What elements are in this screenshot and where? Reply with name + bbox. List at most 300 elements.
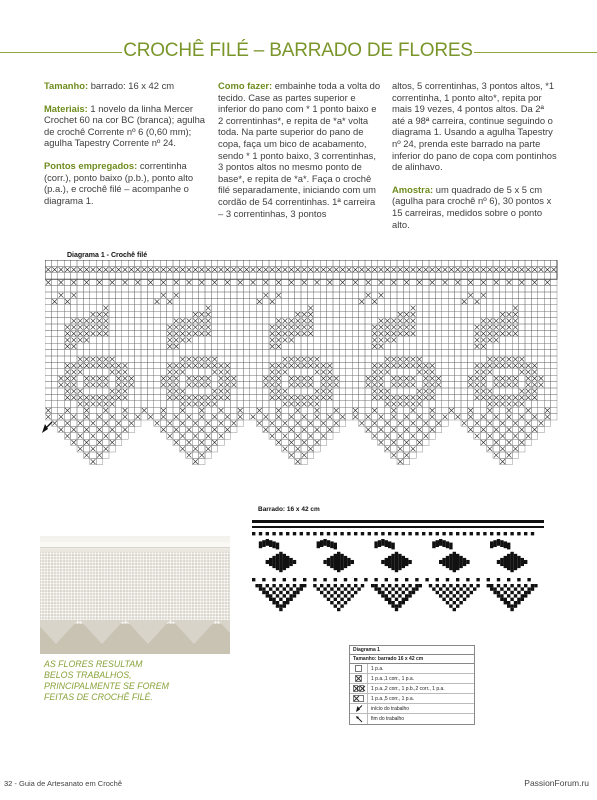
grid-cross bbox=[308, 446, 313, 451]
strip-scallop bbox=[340, 598, 343, 601]
grid-cross bbox=[513, 357, 518, 362]
grid-cell bbox=[544, 420, 550, 426]
grid-cell bbox=[519, 382, 525, 388]
grid-cross bbox=[372, 325, 377, 330]
grid-cross bbox=[308, 318, 313, 323]
strip-scallop bbox=[398, 594, 401, 597]
grid-cross bbox=[372, 267, 377, 272]
grid-cross bbox=[71, 325, 76, 330]
grid-cell bbox=[314, 273, 320, 279]
grid-cell bbox=[467, 420, 473, 426]
grid-cross bbox=[385, 267, 390, 272]
grid-cell bbox=[231, 305, 237, 311]
grid-cross bbox=[507, 363, 512, 368]
grid-cross bbox=[398, 267, 403, 272]
grid-cell bbox=[423, 311, 429, 317]
strip-flower bbox=[459, 556, 462, 568]
strip-scallop bbox=[317, 587, 320, 590]
grid-cell bbox=[551, 414, 557, 420]
grid-cell bbox=[339, 292, 345, 298]
grid-cross bbox=[270, 363, 275, 368]
grid-cell bbox=[493, 407, 499, 413]
grid-cell bbox=[115, 439, 121, 445]
grid-cell bbox=[64, 350, 70, 356]
strip-scallop bbox=[279, 598, 282, 601]
grid-cross bbox=[84, 331, 89, 336]
grid-cell bbox=[480, 286, 486, 292]
grid-cell bbox=[487, 305, 493, 311]
grid-cell bbox=[544, 369, 550, 375]
grid-cross bbox=[295, 446, 300, 451]
strip-leaf bbox=[374, 541, 377, 548]
strip-scallop bbox=[507, 594, 510, 597]
grid-cell bbox=[224, 401, 230, 407]
strip-cell bbox=[385, 578, 388, 581]
legend-row bbox=[350, 674, 474, 684]
strip-cell bbox=[323, 578, 326, 581]
grid-cross bbox=[481, 440, 486, 445]
grid-cross bbox=[327, 427, 332, 432]
grid-cell bbox=[147, 286, 153, 292]
grid-cell bbox=[237, 394, 243, 400]
grid-cross bbox=[212, 357, 217, 362]
grid-cross bbox=[539, 376, 544, 381]
grid-cross bbox=[475, 344, 480, 349]
grid-cell bbox=[480, 433, 486, 439]
grid-cross bbox=[519, 267, 524, 272]
grid-cell bbox=[487, 260, 493, 266]
grid-cell bbox=[333, 343, 339, 349]
grid-cell bbox=[467, 350, 473, 356]
grid-cross bbox=[315, 440, 320, 445]
grid-cell bbox=[128, 318, 134, 324]
grid-cell bbox=[45, 311, 51, 317]
grid-cross bbox=[206, 382, 211, 387]
strip-scallop bbox=[340, 584, 343, 587]
grid-cross bbox=[417, 280, 422, 285]
grid-cell bbox=[167, 426, 173, 432]
grid-cross bbox=[129, 376, 134, 381]
grid-cross bbox=[283, 363, 288, 368]
grid-cross bbox=[78, 338, 83, 343]
grid-cross bbox=[199, 395, 204, 400]
grid-cell bbox=[256, 305, 262, 311]
grid-cross bbox=[398, 318, 403, 323]
grid-cell bbox=[147, 394, 153, 400]
grid-cell bbox=[365, 420, 371, 426]
grid-cell bbox=[480, 273, 486, 279]
grid-cell bbox=[250, 324, 256, 330]
grid-cell bbox=[243, 407, 249, 413]
grid-cross bbox=[481, 338, 486, 343]
grid-cell bbox=[135, 356, 141, 362]
grid-cross bbox=[551, 267, 556, 272]
grid-cell bbox=[314, 382, 320, 388]
grid-cross bbox=[244, 267, 249, 272]
grid-cell bbox=[282, 286, 288, 292]
grid-cross bbox=[475, 299, 480, 304]
grid-cross bbox=[219, 376, 224, 381]
grid-cell bbox=[115, 286, 121, 292]
grid-cross bbox=[398, 446, 403, 451]
grid-cross bbox=[494, 376, 499, 381]
grid-cross bbox=[391, 382, 396, 387]
grid-cross bbox=[161, 382, 166, 387]
grid-cell bbox=[83, 350, 89, 356]
grid-cross bbox=[180, 325, 185, 330]
strip-cell bbox=[453, 578, 456, 581]
grid-cross bbox=[308, 434, 313, 439]
grid-cross bbox=[423, 376, 428, 381]
grid-cross bbox=[366, 280, 371, 285]
grid-cell bbox=[45, 298, 51, 304]
strip-scallop bbox=[269, 587, 272, 590]
strip-scallop bbox=[327, 598, 330, 601]
strip-scallop bbox=[517, 601, 520, 604]
grid-cell bbox=[141, 388, 147, 394]
strip-cell bbox=[344, 578, 347, 581]
grid-cross bbox=[487, 318, 492, 323]
triple-cross-icon bbox=[353, 695, 364, 702]
grid-cross bbox=[110, 370, 115, 375]
grid-cross bbox=[276, 408, 281, 413]
grid-cross bbox=[116, 382, 121, 387]
strip-scallop bbox=[330, 594, 333, 597]
grid-cell bbox=[154, 394, 160, 400]
grid-cell bbox=[442, 394, 448, 400]
grid-cell bbox=[263, 324, 269, 330]
strip-cell bbox=[269, 578, 272, 581]
grid-cell bbox=[391, 286, 397, 292]
grid-cell bbox=[128, 369, 134, 375]
grid-cell bbox=[352, 273, 358, 279]
grid-cell bbox=[487, 292, 493, 298]
grid-cell bbox=[525, 350, 531, 356]
grid-cross bbox=[110, 357, 115, 362]
grid-cell bbox=[231, 414, 237, 420]
grid-cell bbox=[218, 286, 224, 292]
grid-cell bbox=[51, 279, 57, 285]
grid-cell bbox=[506, 388, 512, 394]
grid-cell bbox=[512, 388, 518, 394]
grid-cross bbox=[225, 427, 230, 432]
grid-cell bbox=[461, 305, 467, 311]
grid-cross bbox=[193, 395, 198, 400]
grid-cell bbox=[237, 260, 243, 266]
grid-cross bbox=[110, 389, 115, 394]
grid-cell bbox=[314, 260, 320, 266]
grid-cross bbox=[167, 382, 172, 387]
grid-cell bbox=[467, 343, 473, 349]
strip-scallop bbox=[408, 594, 411, 597]
grid-cell bbox=[205, 337, 211, 343]
grid-cell bbox=[487, 375, 493, 381]
grid-cell bbox=[493, 388, 499, 394]
grid-cell bbox=[384, 426, 390, 432]
grid-cell bbox=[307, 343, 313, 349]
grid-cross bbox=[302, 363, 307, 368]
grid-cell bbox=[122, 305, 128, 311]
strip-leaf bbox=[388, 541, 391, 548]
grid-cell bbox=[51, 330, 57, 336]
grid-cross bbox=[379, 376, 384, 381]
grid-cell bbox=[371, 260, 377, 266]
strip-flower bbox=[337, 552, 340, 572]
grid-cell bbox=[416, 350, 422, 356]
grid-cell bbox=[83, 369, 89, 375]
strip-cell bbox=[320, 532, 323, 535]
grid-cell bbox=[410, 292, 416, 298]
grid-cross bbox=[103, 402, 108, 407]
grid-cell bbox=[192, 292, 198, 298]
grid-cell bbox=[192, 273, 198, 279]
grid-cross bbox=[487, 408, 492, 413]
grid-cell bbox=[320, 337, 326, 343]
grid-cell bbox=[237, 369, 243, 375]
strip-scallop bbox=[388, 601, 391, 604]
grid-cell bbox=[51, 382, 57, 388]
grid-cell bbox=[186, 350, 192, 356]
strip-scallop bbox=[300, 587, 303, 590]
grid-cross bbox=[372, 331, 377, 336]
grid-cell bbox=[77, 292, 83, 298]
grid-cross bbox=[97, 318, 102, 323]
strip-scallop bbox=[381, 594, 384, 597]
grid-cell bbox=[256, 324, 262, 330]
strip-scallop bbox=[395, 608, 398, 611]
grid-cell bbox=[135, 382, 141, 388]
strip-cell bbox=[334, 578, 337, 581]
strip-flower bbox=[408, 560, 411, 564]
grid-cell bbox=[487, 286, 493, 292]
grid-cell bbox=[493, 446, 499, 452]
strip-scallop bbox=[415, 587, 418, 590]
grid-cell bbox=[179, 305, 185, 311]
strip-leaf bbox=[500, 540, 503, 547]
grid-cell bbox=[135, 362, 141, 368]
grid-cell bbox=[224, 273, 230, 279]
grid-cross bbox=[379, 363, 384, 368]
strip-scallop bbox=[344, 601, 347, 604]
grid-cross bbox=[334, 267, 339, 272]
grid-cell bbox=[371, 279, 377, 285]
grid-cell bbox=[455, 394, 461, 400]
grid-cross bbox=[513, 402, 518, 407]
grid-cell bbox=[429, 286, 435, 292]
grid-cross bbox=[135, 414, 140, 419]
grid-cell bbox=[192, 298, 198, 304]
grid-cross bbox=[372, 389, 377, 394]
grid-cell bbox=[423, 318, 429, 324]
grid-cell bbox=[346, 324, 352, 330]
grid-cell bbox=[512, 298, 518, 304]
grid-cross bbox=[110, 280, 115, 285]
grid-cross bbox=[78, 370, 83, 375]
grid-cross bbox=[97, 376, 102, 381]
grid-cross bbox=[71, 293, 76, 298]
grid-cell bbox=[493, 273, 499, 279]
grid-cell bbox=[51, 369, 57, 375]
grid-cell bbox=[224, 324, 230, 330]
grid-cell bbox=[531, 337, 537, 343]
grid-cell bbox=[410, 350, 416, 356]
grid-cross bbox=[359, 421, 364, 426]
grid-cross bbox=[379, 440, 384, 445]
strip-scallop bbox=[320, 584, 323, 587]
grid-cross bbox=[103, 312, 108, 317]
grid-cell bbox=[51, 305, 57, 311]
grid-cell bbox=[141, 401, 147, 407]
grid-cell bbox=[339, 337, 345, 343]
grid-cell bbox=[551, 401, 557, 407]
grid-cell bbox=[423, 273, 429, 279]
strip-flower bbox=[449, 554, 452, 570]
grid-cross bbox=[513, 306, 518, 311]
grid-cross bbox=[545, 267, 550, 272]
grid-cell bbox=[519, 324, 525, 330]
grid-cell bbox=[403, 260, 409, 266]
grid-cell bbox=[90, 286, 96, 292]
strip-cell bbox=[527, 578, 530, 581]
strip-leaf bbox=[493, 540, 496, 547]
grid-cross bbox=[308, 376, 313, 381]
grid-cell bbox=[544, 273, 550, 279]
grid-cell bbox=[551, 279, 557, 285]
grid-cell bbox=[365, 330, 371, 336]
grid-cross bbox=[353, 280, 358, 285]
grid-cross bbox=[308, 382, 313, 387]
strip-cell bbox=[395, 578, 398, 581]
grid-cell bbox=[442, 388, 448, 394]
grid-cross bbox=[187, 357, 192, 362]
grid-cell bbox=[45, 369, 51, 375]
strip-scallop bbox=[269, 594, 272, 597]
grid-cell bbox=[211, 350, 217, 356]
grid-cross bbox=[436, 421, 441, 426]
grid-cross bbox=[507, 325, 512, 330]
grid-cell bbox=[538, 330, 544, 336]
strip-cell bbox=[476, 532, 479, 535]
grid-cell bbox=[263, 343, 269, 349]
grid-cross bbox=[494, 331, 499, 336]
strip-scallop bbox=[374, 587, 377, 590]
grid-cross bbox=[180, 402, 185, 407]
barrado-title: Barrado: 16 x 42 cm bbox=[258, 506, 320, 513]
grid-cell bbox=[397, 273, 403, 279]
grid-cell bbox=[51, 324, 57, 330]
grid-cell bbox=[384, 298, 390, 304]
grid-cell bbox=[103, 388, 109, 394]
grid-cell bbox=[455, 292, 461, 298]
grid-cell bbox=[480, 356, 486, 362]
grid-cell bbox=[160, 286, 166, 292]
strip-cell bbox=[425, 578, 428, 581]
grid-cell bbox=[115, 260, 121, 266]
grid-cell bbox=[410, 452, 416, 458]
strip-scallop bbox=[453, 594, 456, 597]
grid-cell bbox=[531, 292, 537, 298]
grid-cell bbox=[64, 273, 70, 279]
strip-cell bbox=[255, 578, 258, 581]
grid-cross bbox=[46, 280, 51, 285]
strip-scallop bbox=[347, 584, 350, 587]
grid-cell bbox=[410, 286, 416, 292]
grid-cell bbox=[64, 260, 70, 266]
grid-cross bbox=[366, 293, 371, 298]
grid-cross bbox=[295, 357, 300, 362]
grid-cross bbox=[123, 382, 128, 387]
grid-cell bbox=[531, 305, 537, 311]
grid-cell bbox=[77, 311, 83, 317]
grid-cell bbox=[359, 401, 365, 407]
como-fazer-paragraph bbox=[218, 80, 383, 219]
grid-cross bbox=[123, 370, 128, 375]
grid-cell bbox=[442, 292, 448, 298]
grid-cell bbox=[256, 318, 262, 324]
strip-scallop bbox=[337, 587, 340, 590]
strip-scallop bbox=[466, 587, 469, 590]
grid-cell bbox=[90, 407, 96, 413]
grid-cross bbox=[302, 414, 307, 419]
grid-cross bbox=[270, 370, 275, 375]
strip-cell bbox=[497, 578, 500, 581]
grid-cell bbox=[122, 292, 128, 298]
grid-cross bbox=[475, 395, 480, 400]
grid-cross bbox=[475, 370, 480, 375]
grid-cross bbox=[238, 408, 243, 413]
grid-cell bbox=[103, 337, 109, 343]
grid-cross bbox=[500, 267, 505, 272]
grid-cell bbox=[333, 330, 339, 336]
strip-scallop bbox=[497, 594, 500, 597]
grid-cell bbox=[487, 343, 493, 349]
grid-cell bbox=[352, 375, 358, 381]
strip-scallop bbox=[398, 601, 401, 604]
strip-flower bbox=[327, 558, 330, 566]
strip-scallop bbox=[269, 598, 272, 601]
grid-cell bbox=[531, 350, 537, 356]
grid-cell bbox=[90, 343, 96, 349]
grid-cell bbox=[218, 311, 224, 317]
grid-cross bbox=[219, 389, 224, 394]
grid-cell bbox=[90, 305, 96, 311]
strip-scallop bbox=[283, 604, 286, 607]
grid-cross bbox=[481, 427, 486, 432]
strip-cell bbox=[466, 578, 469, 581]
grid-cell bbox=[442, 420, 448, 426]
grid-cross bbox=[187, 280, 192, 285]
grid-cross bbox=[161, 427, 166, 432]
strip-scallop bbox=[293, 591, 296, 594]
grid-cell bbox=[109, 433, 115, 439]
grid-cell bbox=[416, 318, 422, 324]
grid-cell bbox=[275, 305, 281, 311]
grid-cross bbox=[379, 370, 384, 375]
grid-cross bbox=[321, 267, 326, 272]
grid-cell bbox=[352, 305, 358, 311]
grid-cross bbox=[308, 357, 313, 362]
grid-cell bbox=[416, 273, 422, 279]
grid-cross bbox=[59, 280, 64, 285]
strip-scallop bbox=[391, 594, 394, 597]
grid-cell bbox=[410, 260, 416, 266]
grid-cell bbox=[224, 407, 230, 413]
strip-scallop bbox=[463, 584, 466, 587]
grid-cell bbox=[256, 356, 262, 362]
grid-cell bbox=[538, 273, 544, 279]
grid-cross bbox=[366, 382, 371, 387]
grid-cell bbox=[461, 356, 467, 362]
